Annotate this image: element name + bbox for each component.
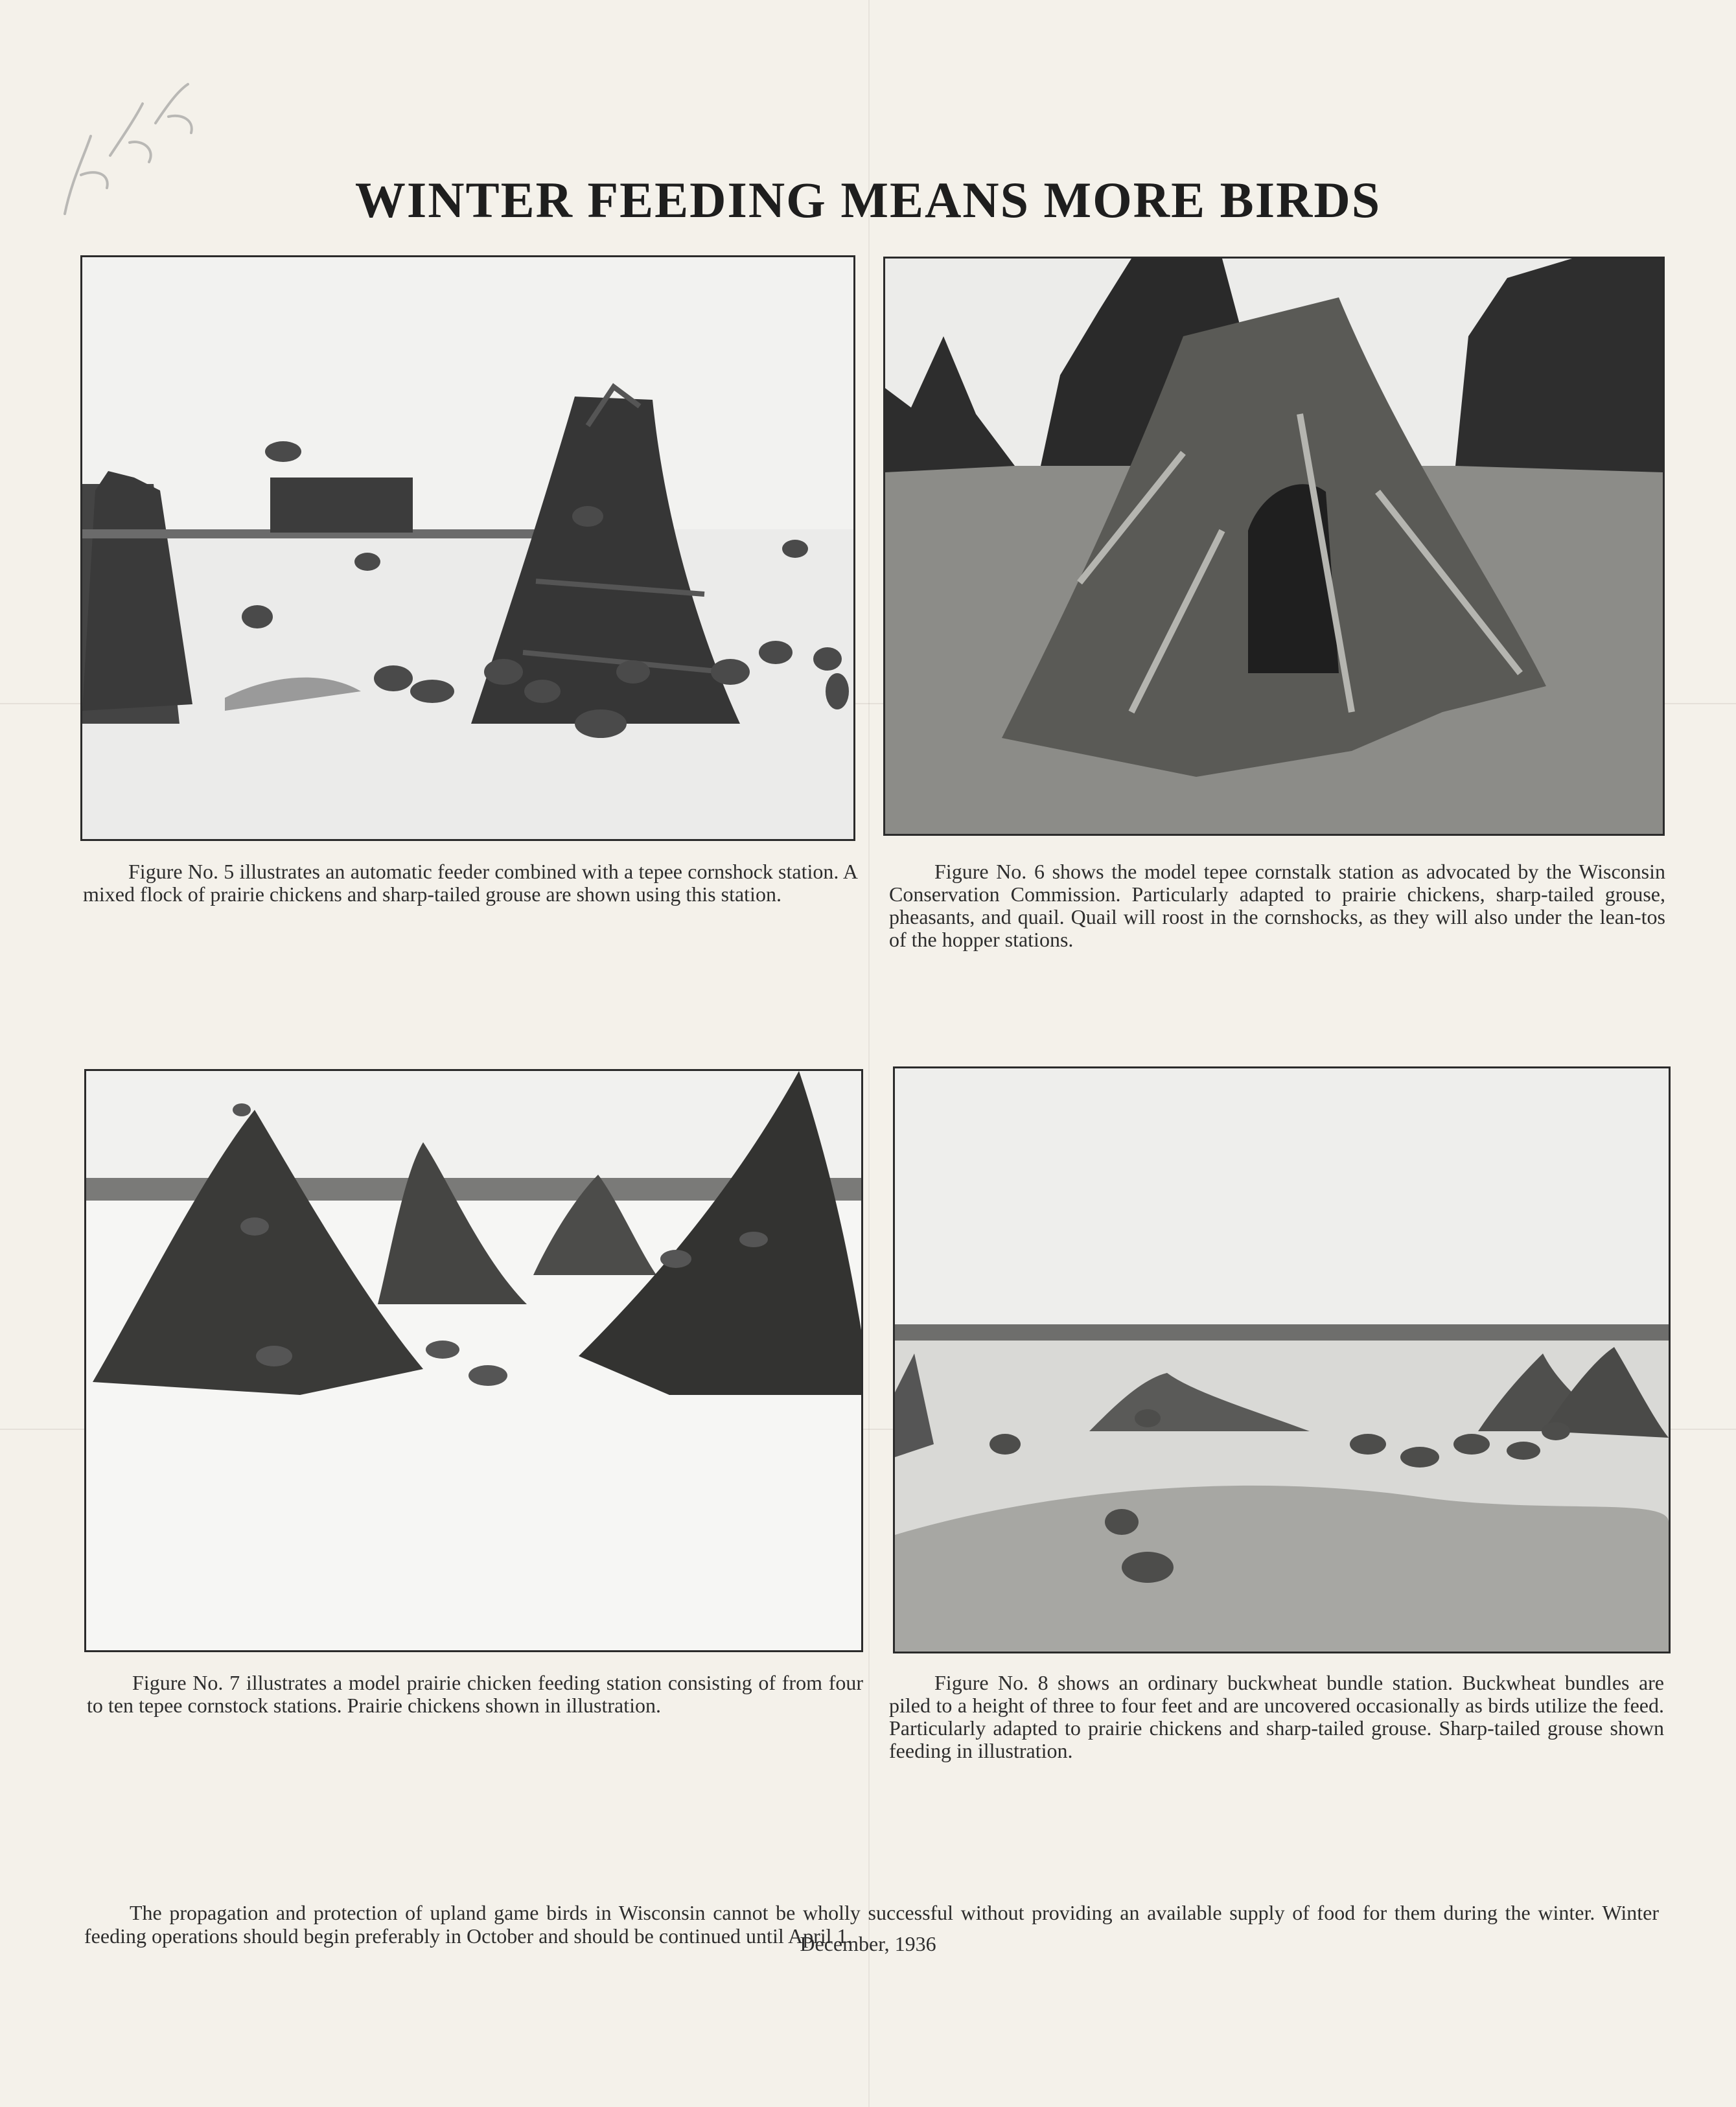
- photo-figure-5: [80, 255, 855, 841]
- page-title: WINTER FEEDING MEANS MORE BIRDS: [354, 172, 1382, 229]
- figure-5-caption: Figure No. 5 illustrates an automatic feeder combined with a tepee cornshock station. A mixed flock of prairie chickens and sharp-tailed grouse are shown using this station.: [83, 860, 858, 906]
- photo-figure-7: [84, 1069, 863, 1652]
- figure-8-caption: Figure No. 8 shows an ordinary buckwheat bundle station. Buckwheat bundles are piled to a height of three to four feet and are uncovered occasionally as birds utilize the feed. Particularly adapted to prairie chickens and sharp-tailed grouse. Sharp-tailed grouse shown feeding in illustration.: [889, 1671, 1664, 1762]
- footer-paragraph: The propagation and protection of upland game birds in Wisconsin cannot be wholly successful without providing an available supply of food for them during the winter. Winter feeding operations should begin preferably in October and should be continued until April 1.: [84, 1901, 1659, 1948]
- photo-figure-6: [883, 257, 1665, 836]
- figure-6-caption: Figure No. 6 shows the model tepee cornstalk station as advocated by the Wisconsin Conservation Commission. Particularly adapted to prairie chickens, sharp-tailed grouse, pheasants, and quail. Quail will roost in the cornshocks, as they will also under the lean-tos of the hopper stations.: [889, 860, 1665, 951]
- feeder-cornshock-scene: [82, 257, 853, 839]
- figure-7-caption: Figure No. 7 illustrates a model prairie chicken feeding station consisting of from four to ten tepee cornstock stations. Prairie chickens shown in illustration.: [87, 1671, 863, 1717]
- prairie-chicken-station-scene: [86, 1071, 861, 1650]
- buckwheat-bundle-scene: [895, 1068, 1669, 1652]
- publication-date: December, 1936: [800, 1932, 936, 1955]
- tepee-cornstalk-scene: [885, 259, 1663, 834]
- photo-figure-8: [893, 1066, 1671, 1653]
- fold-line: [868, 0, 870, 2107]
